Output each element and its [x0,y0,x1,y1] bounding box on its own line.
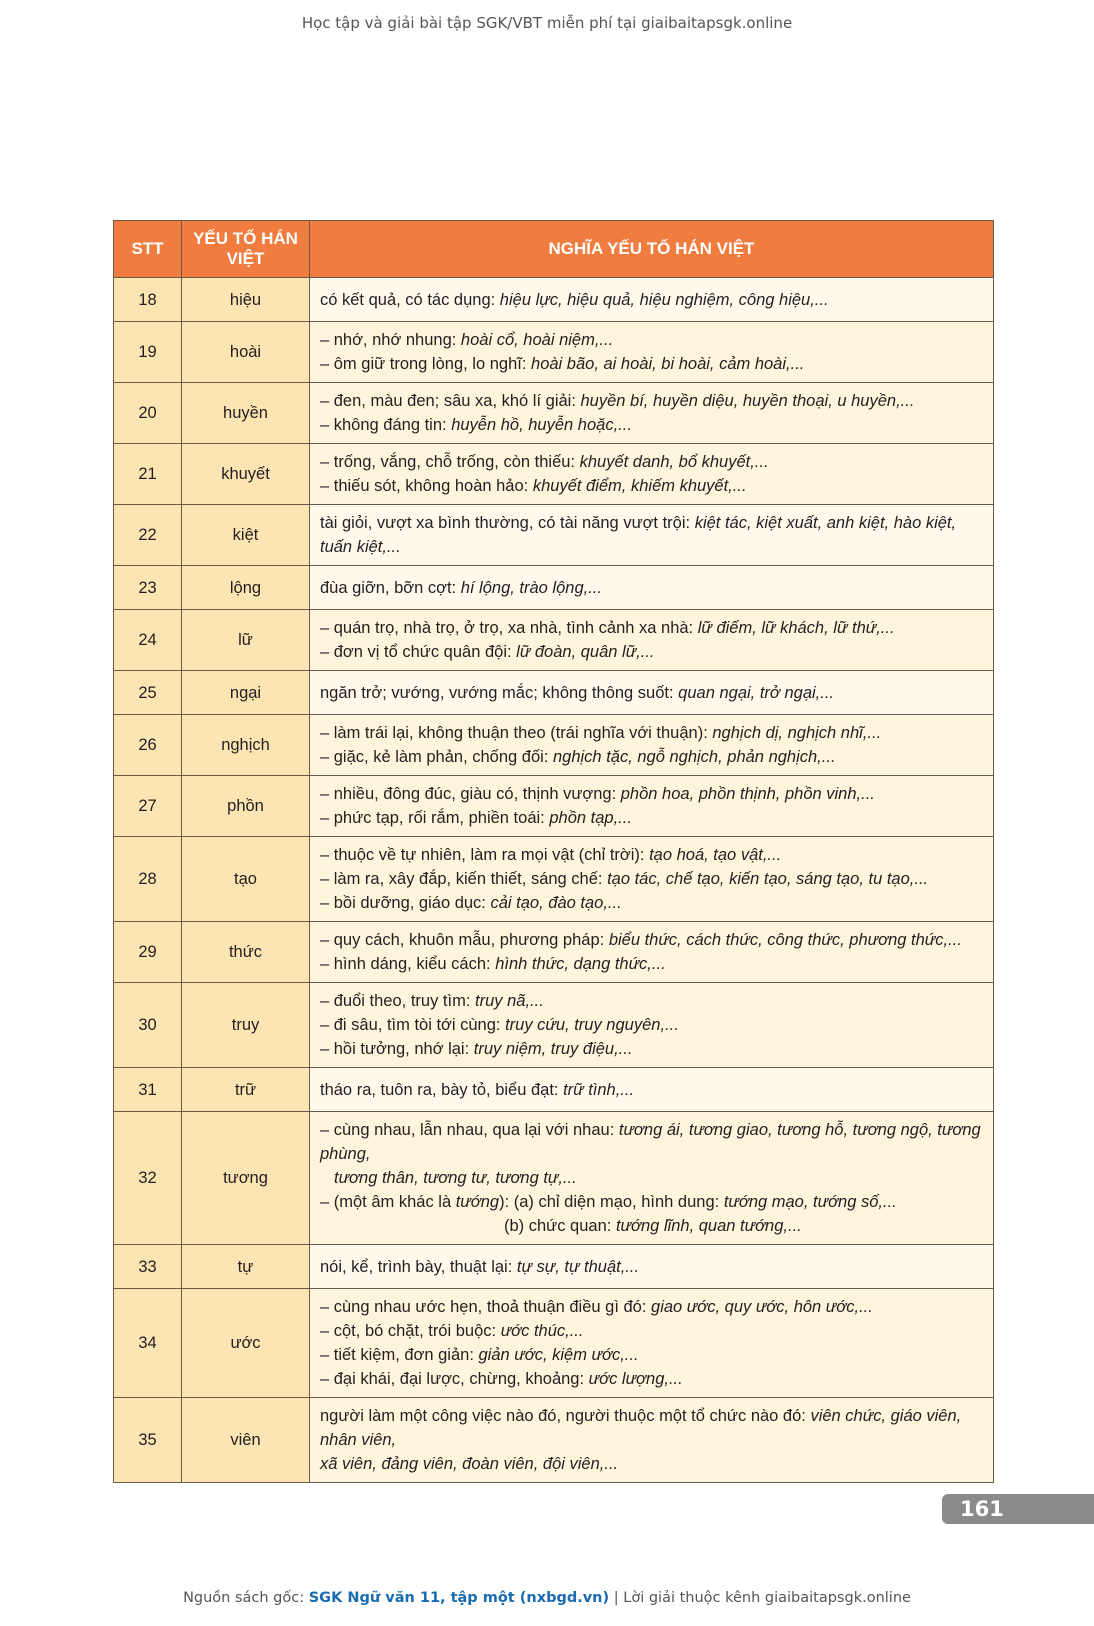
table-row [114,505,994,566]
table-row [114,1398,994,1483]
cell-yeu-to: hoài [182,322,310,383]
meaning-line [320,1118,983,1166]
cell-nghia [310,776,994,837]
meaning-text: – giặc, kẻ làm phản, chống đối: [320,748,553,766]
example-words: biểu thức, cách thức, công thức, phương thức,... [608,931,962,949]
meaning-line [320,1255,983,1279]
cell-yeu-to: khuyết [182,444,310,505]
meaning-line [320,450,983,474]
table-row [114,983,994,1068]
table-row [114,566,994,610]
example-words: tương ái, tương giao, tương hỗ, tương ngộ, tương phùng, [320,1121,981,1163]
meaning-line [320,1166,983,1190]
cell-stt: 25 [114,671,182,715]
meaning-line [320,1452,983,1476]
meaning-text: – quán trọ, nhà trọ, ở trọ, xa nhà, tình cảnh xa nhà: [320,619,698,637]
meaning-text: – đen, màu đen; sâu xa, khó lí giải: [320,392,581,410]
table-body [114,278,994,1483]
table-row [114,610,994,671]
meaning-text: tài giỏi, vượt xa bình thường, có tài năng vượt trội: [320,514,695,532]
table-row [114,1245,994,1289]
cell-nghia [310,505,994,566]
cell-yeu-to: tương [182,1112,310,1245]
meaning-line [320,782,983,806]
table-header-row [114,221,994,278]
table-row [114,1289,994,1398]
cell-yeu-to: lữ [182,610,310,671]
example-words: quan ngại, trở ngại,... [678,683,834,702]
table-row [114,671,994,715]
cell-stt: 33 [114,1245,182,1289]
cell-stt: 24 [114,610,182,671]
meaning-line [320,1037,983,1061]
cell-nghia [310,1112,994,1245]
meaning-line [320,616,983,640]
cell-nghia [310,278,994,322]
cell-yeu-to: huyền [182,383,310,444]
cell-nghia [310,1289,994,1398]
meaning-line [320,867,983,891]
table-row [114,383,994,444]
table-row [114,1112,994,1245]
example-words: phồn hoa, phồn thịnh, phồn vinh,... [620,785,875,803]
meaning-text: – hồi tưởng, nhớ lại: [320,1040,474,1058]
header-stt: STT [114,221,182,278]
example-words: khuyết điểm, khiếm khuyết,... [532,477,747,495]
page-footer [0,1590,1094,1606]
cell-yeu-to: ngại [182,671,310,715]
cell-stt: 23 [114,566,182,610]
cell-stt: 31 [114,1068,182,1112]
example-words: phồn tạp,... [549,809,632,827]
han-viet-table-container [113,220,993,1483]
meaning-text: đùa giỡn, bỡn cợt: [320,578,461,597]
meaning-text: – cùng nhau, lẫn nhau, qua lại với nhau: [320,1121,619,1139]
meaning-text: – thiếu sót, không hoàn hảo: [320,477,533,495]
meaning-line [320,1343,983,1367]
example-words: kiệt tác, kiệt xuất, anh kiệt, hào kiệt, tuấn kiệt,... [320,514,957,556]
cell-nghia [310,922,994,983]
table-row [114,837,994,922]
footer-source-link[interactable]: SGK Ngữ văn 11, tập một (nxbgd.vn) [308,1590,610,1606]
page-number: 161 [942,1494,1094,1524]
meaning-text: – (một âm khác là [320,1193,456,1211]
example-words: giản ước, kiệm ước,... [478,1346,639,1364]
meaning-line [320,1404,983,1452]
meaning-line [320,352,983,376]
cell-stt: 30 [114,983,182,1068]
cell-stt: 26 [114,715,182,776]
meaning-line [320,681,983,705]
cell-yeu-to: viên [182,1398,310,1483]
cell-yeu-to: lộng [182,566,310,610]
footer-suffix: | Lời giải thuộc kênh giaibaitapsgk.online [609,1590,911,1606]
cell-yeu-to: nghịch [182,715,310,776]
cell-yeu-to: kiệt [182,505,310,566]
meaning-line [320,891,983,915]
meaning-text: – làm trái lại, không thuận theo (trái nghĩa với thuận): [320,724,713,742]
meaning-line [320,928,983,952]
meaning-text: – ôm giữ trong lòng, lo nghĩ: [320,355,532,373]
meaning-text: – cùng nhau ước hẹn, thoả thuận điều gì đó: [320,1298,652,1316]
example-words: huyền bí, huyền diệu, huyền thoại, u huyền,... [580,392,915,410]
example-words: trữ tình,... [563,1080,635,1099]
han-viet-table [113,220,994,1483]
header-nghia: NGHĨA YẾU TỐ HÁN VIỆT [310,221,994,278]
meaning-line [320,1078,983,1102]
example-words: cải tạo, đào tạo,... [490,894,622,912]
cell-nghia [310,322,994,383]
meaning-text: – nhớ, nhớ nhung: [320,331,461,349]
cell-yeu-to: truy [182,983,310,1068]
meaning-text: người làm một công việc nào đó, người thuộc một tổ chức nào đó: [320,1407,811,1425]
meaning-text: – trống, vắng, chỗ trống, còn thiếu: [320,453,580,471]
cell-stt: 34 [114,1289,182,1398]
example-words: truy cứu, truy nguyên,... [505,1016,679,1034]
example-words: tạo hoá, tạo vật,... [649,846,782,864]
meaning-text: ngăn trở; vướng, vướng mắc; không thông suốt: [320,683,679,702]
meaning-text: – cột, bó chặt, trói buộc: [320,1322,501,1340]
meaning-text: tháo ra, tuôn ra, bày tỏ, biểu đạt: [320,1080,564,1099]
example-words: hiệu lực, hiệu quả, hiệu nghiệm, công hiệu,... [499,290,829,309]
meaning-line [320,328,983,352]
table-row [114,922,994,983]
cell-yeu-to: tạo [182,837,310,922]
cell-nghia [310,383,994,444]
example-words: nghịch dị, nghịch nhĩ,... [712,724,882,742]
meaning-line [320,640,983,664]
meaning-line [320,1190,983,1214]
cell-nghia [310,715,994,776]
cell-nghia [310,837,994,922]
cell-stt: 35 [114,1398,182,1483]
meaning-line [320,474,983,498]
table-row [114,776,994,837]
cell-yeu-to: ước [182,1289,310,1398]
example-words: viên chức, giáo viên, nhân viên, [320,1407,962,1449]
cell-nghia [310,1245,994,1289]
page-header: Học tập và giải bài tập SGK/VBT miễn phí tại giaibaitapsgk.online [301,14,793,32]
meaning-text: (b) chức quan: [504,1217,616,1235]
cell-stt: 29 [114,922,182,983]
example-words: tương thân, tương tư, tương tự,... [334,1169,577,1187]
meaning-line [320,413,983,437]
cell-stt: 20 [114,383,182,444]
example-words: tướng lĩnh, quan tướng,... [615,1217,802,1235]
example-words: tạo tác, chế tạo, kiến tạo, sáng tạo, tu tạo,... [607,870,929,888]
cell-stt: 32 [114,1112,182,1245]
meaning-line [320,288,983,312]
cell-nghia [310,671,994,715]
example-words: lữ đoàn, quân lữ,... [516,643,655,661]
example-words: xã viên, đảng viên, đoàn viên, đội viên,... [320,1455,619,1473]
meaning-line [320,576,983,600]
cell-yeu-to: phồn [182,776,310,837]
meaning-line [320,511,983,559]
meaning-line [320,1367,983,1391]
meaning-line [320,1214,983,1238]
table-row [114,322,994,383]
meaning-line [320,745,983,769]
table-row [114,715,994,776]
table-row [114,444,994,505]
example-words: khuyết danh, bổ khuyết,... [579,453,769,471]
meaning-text: – đại khái, đại lược, chừng, khoảng: [320,1370,589,1388]
meaning-text: – bồi dưỡng, giáo dục: [320,894,491,912]
meaning-text: – tiết kiệm, đơn giản: [320,1346,479,1364]
cell-nghia [310,983,994,1068]
example-words: tự sự, tự thuật,... [516,1257,640,1276]
meaning-line [320,1295,983,1319]
example-words: tướng mạo, tướng số,... [723,1193,897,1211]
meaning-text: – đơn vị tổ chức quân đội: [320,643,517,661]
cell-nghia [310,1398,994,1483]
meaning-text: – không đáng tin: [320,416,452,434]
cell-stt: 22 [114,505,182,566]
meaning-text: – đi sâu, tìm tòi tới cùng: [320,1016,506,1034]
example-words: giao ước, quy ước, hôn ước,... [651,1298,873,1316]
cell-nghia [310,1068,994,1112]
example-words: tướng [455,1193,500,1211]
cell-yeu-to: tự [182,1245,310,1289]
cell-nghia [310,566,994,610]
cell-stt: 19 [114,322,182,383]
meaning-text: nói, kể, trình bày, thuật lại: [320,1257,517,1276]
meaning-text: có kết quả, có tác dụng: [320,290,500,309]
example-words: hoài cổ, hoài niệm,... [460,331,614,349]
cell-nghia [310,610,994,671]
cell-yeu-to: thức [182,922,310,983]
table-row [114,1068,994,1112]
cell-stt: 18 [114,278,182,322]
header-yeu-to: YẾU TỐ HÁN VIỆT [182,221,310,278]
example-words: huyễn hồ, huyễn hoặc,... [451,416,632,434]
meaning-line [320,1319,983,1343]
footer-prefix: Nguồn sách gốc: [183,1590,309,1606]
meaning-line [320,989,983,1013]
example-words: hình thức, dạng thức,... [495,955,666,973]
meaning-text: – phức tạp, rối rắm, phiền toái: [320,809,550,827]
example-words: nghịch tặc, ngỗ nghịch, phản nghịch,... [552,748,836,766]
meaning-text: – thuộc về tự nhiên, làm ra mọi vật (chỉ trời): [320,846,650,864]
cell-yeu-to: hiệu [182,278,310,322]
meaning-line [320,806,983,830]
meaning-line [320,952,983,976]
meaning-text: ): (a) chỉ diện mạo, hình dung: [499,1193,724,1211]
meaning-text: – hình dáng, kiểu cách: [320,955,496,973]
meaning-text: – đuổi theo, truy tìm: [320,992,475,1010]
example-words: hí lộng, trào lộng,... [460,578,602,597]
meaning-line [320,389,983,413]
table-row [114,278,994,322]
meaning-text: – quy cách, khuôn mẫu, phương pháp: [320,931,609,949]
cell-nghia [310,444,994,505]
example-words: truy niệm, truy điệu,... [473,1040,633,1058]
cell-yeu-to: trữ [182,1068,310,1112]
example-words: truy nã,... [475,992,544,1010]
example-words: hoài bão, ai hoài, bi hoài, cảm hoài,... [531,355,805,373]
meaning-line [320,843,983,867]
meaning-text: – nhiều, đông đúc, giàu có, thịnh vượng: [320,785,621,803]
example-words: ước thúc,... [500,1322,584,1340]
meaning-line [320,1013,983,1037]
example-words: lữ điếm, lữ khách, lữ thứ,... [697,619,895,637]
cell-stt: 21 [114,444,182,505]
cell-stt: 27 [114,776,182,837]
example-words: ước lượng,... [588,1370,683,1388]
meaning-text: – làm ra, xây đắp, kiến thiết, sáng chế: [320,870,608,888]
meaning-line [320,721,983,745]
cell-stt: 28 [114,837,182,922]
